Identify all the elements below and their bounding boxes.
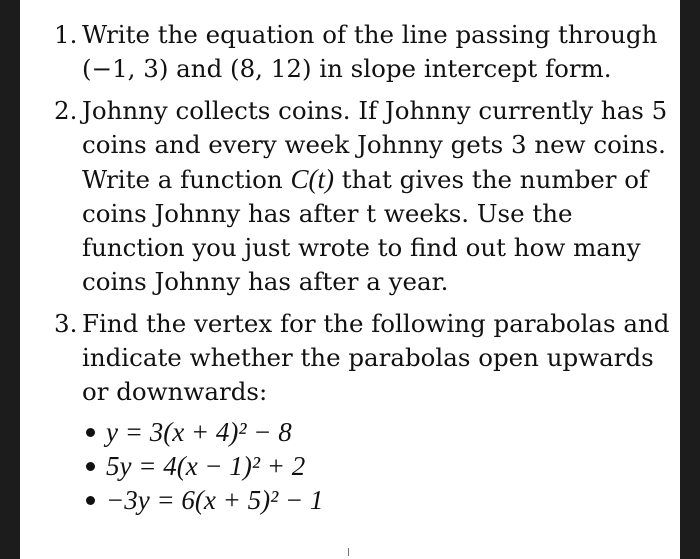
equation: y = 3(x + 4)² − 8 — [106, 417, 292, 447]
problem-2 — [54, 94, 674, 299]
problem-1 — [54, 18, 674, 86]
problem-text-before: Johnny collects coins. If Johnny currently has 5 coins and every week Johnny gets 3 new coins. Write a function — [82, 96, 668, 194]
problem-3 — [54, 307, 674, 517]
problem-number: 1. — [54, 20, 78, 49]
problem-text-after: that gives the number of coins Johnny has after t weeks. Use the function you just wrote to find out how many coins Johnny has after a year. — [82, 165, 649, 296]
problem-text: Write the equation of the line passing through (−1, 3) and (8, 12) in slope intercept form. — [82, 20, 658, 83]
equation-item — [82, 483, 674, 517]
problem-text: Find the vertex for the following parabolas and indicate whether the parabolas open upwards or downwards: — [82, 309, 670, 406]
equation-list — [82, 415, 674, 517]
problem-list — [54, 18, 674, 525]
page-edge-mark — [348, 548, 349, 556]
equation: −3y = 6(x + 5)² − 1 — [106, 485, 324, 515]
document-page — [20, 0, 680, 559]
bullet-icon — [86, 496, 95, 505]
equation: 5y = 4(x − 1)² + 2 — [106, 451, 306, 481]
bullet-icon — [86, 428, 95, 437]
bullet-icon — [86, 462, 95, 471]
problem-number: 3. — [54, 309, 78, 338]
problem-text — [82, 94, 674, 299]
equation-item — [82, 415, 674, 449]
equation-item — [82, 449, 674, 483]
problem-number: 2. — [54, 96, 78, 125]
function-notation: C(t) — [290, 164, 335, 194]
